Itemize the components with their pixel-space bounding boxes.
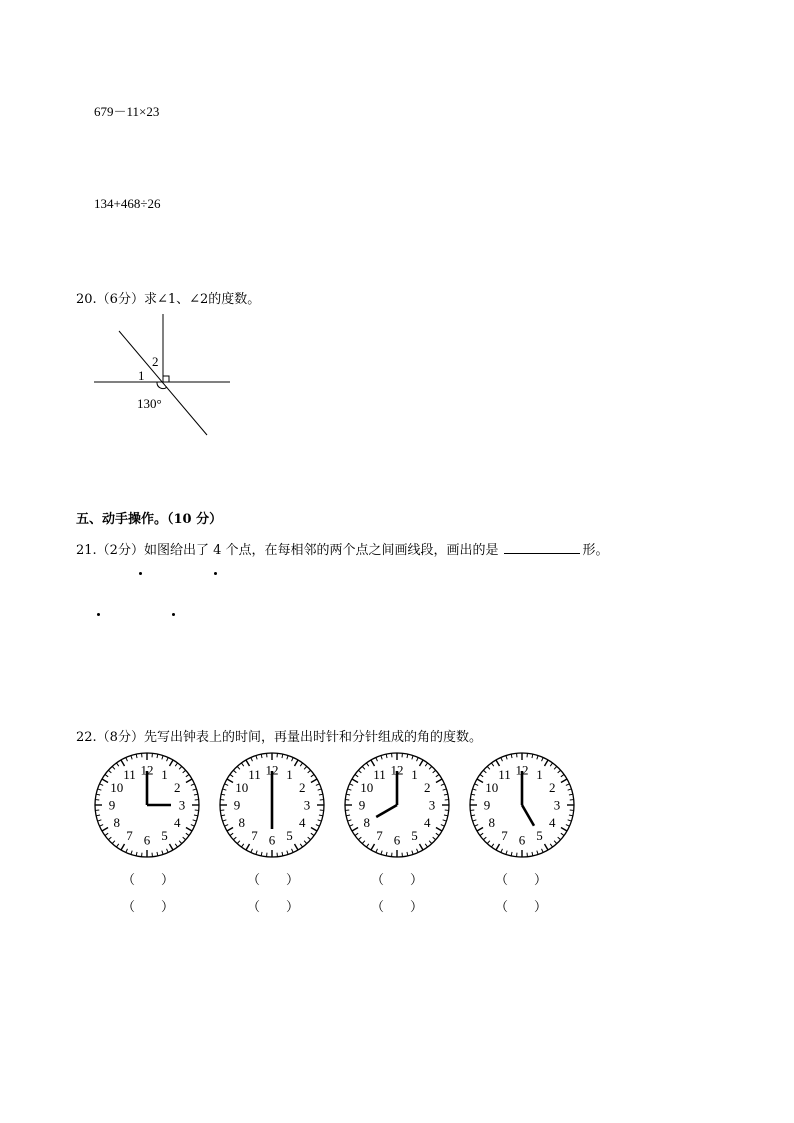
clock-2-time-answer[interactable]: （ ） <box>247 872 300 887</box>
question-21-text-after: 形。 <box>582 543 609 558</box>
clock-number: 2 <box>174 780 181 795</box>
clock-number: 6 <box>393 832 401 848</box>
clock-number: 8 <box>238 815 245 830</box>
expression-2: 134+468÷26 <box>94 196 161 211</box>
clock-number: 9 <box>108 797 116 813</box>
clock-number: 3 <box>178 797 186 813</box>
clock-number: 10 <box>360 780 374 795</box>
clock-number: 10 <box>485 780 499 795</box>
clock-number: 10 <box>110 780 124 795</box>
clock-number: 9 <box>358 797 366 813</box>
clock-number: 4 <box>174 815 181 830</box>
clock-number: 2 <box>299 780 306 795</box>
clock-number: 1 <box>286 767 293 783</box>
question-21-text-before: 21.（2分）如图给出了 4 个点，在每相邻的两个点之间画线段，画出的是 <box>76 543 499 558</box>
angle-label-2: 2 <box>152 354 159 369</box>
question-20-text: 20.（6分）求∠1、∠2的度数。 <box>76 292 261 307</box>
clock-face-4 <box>470 753 574 857</box>
angle-label-1: 1 <box>138 368 145 383</box>
clock-number: 12 <box>265 762 279 778</box>
clock-number: 1 <box>161 767 168 783</box>
clock-number: 5 <box>161 827 168 843</box>
clock-number: 5 <box>411 827 418 843</box>
clock-number: 7 <box>376 827 383 843</box>
clock-number: 11 <box>123 767 136 783</box>
clock-number: 12 <box>515 762 529 778</box>
clock-number: 7 <box>126 827 133 843</box>
clock-number: 1 <box>536 767 543 783</box>
clock-number: 8 <box>488 815 495 830</box>
clock-face-2 <box>220 753 324 857</box>
clock-number: 9 <box>483 797 491 813</box>
question-22-text: 22.（8分）先写出钟表上的时间，再量出时针和分针组成的角的度数。 <box>76 730 482 745</box>
clock-number: 6 <box>143 832 151 848</box>
clock-4-angle-answer[interactable]: （ ） <box>495 899 548 914</box>
clock-number: 2 <box>549 780 556 795</box>
clock-number: 6 <box>518 832 526 848</box>
clock-number: 2 <box>424 780 431 795</box>
clock-number: 12 <box>390 762 404 778</box>
clock-number: 10 <box>235 780 249 795</box>
clock-number: 5 <box>286 827 293 843</box>
clock-number: 8 <box>113 815 120 830</box>
clock-number: 3 <box>303 797 311 813</box>
clock-number: 5 <box>536 827 543 843</box>
clock-number: 1 <box>411 767 418 783</box>
clock-number: 6 <box>268 832 276 848</box>
clock-face-1 <box>95 753 199 857</box>
clock-2-angle-answer[interactable]: （ ） <box>247 899 300 914</box>
clock-number: 11 <box>498 767 511 783</box>
clock-3-angle-answer[interactable]: （ ） <box>371 899 424 914</box>
clock-number: 3 <box>553 797 561 813</box>
clock-1-angle-answer[interactable]: （ ） <box>122 899 175 914</box>
expression-1: 679－11×23 <box>94 104 160 119</box>
section-5-title: 五、动手操作。（10 分） <box>76 512 223 527</box>
clock-number: 9 <box>233 797 241 813</box>
clock-4-time-answer[interactable]: （ ） <box>495 872 548 887</box>
clock-number: 12 <box>140 762 154 778</box>
clock-number: 8 <box>363 815 370 830</box>
clock-number: 11 <box>248 767 261 783</box>
clock-number: 3 <box>428 797 436 813</box>
clock-face-3 <box>345 753 449 857</box>
clock-3-time-answer[interactable]: （ ） <box>371 872 424 887</box>
clock-number: 4 <box>299 815 306 830</box>
angle-label-130: 130° <box>137 396 162 411</box>
clock-1-time-answer[interactable]: （ ） <box>122 872 175 887</box>
clock-number: 7 <box>501 827 508 843</box>
clock-number: 11 <box>373 767 386 783</box>
clock-number: 4 <box>424 815 431 830</box>
clock-number: 4 <box>549 815 556 830</box>
clock-number: 7 <box>251 827 258 843</box>
